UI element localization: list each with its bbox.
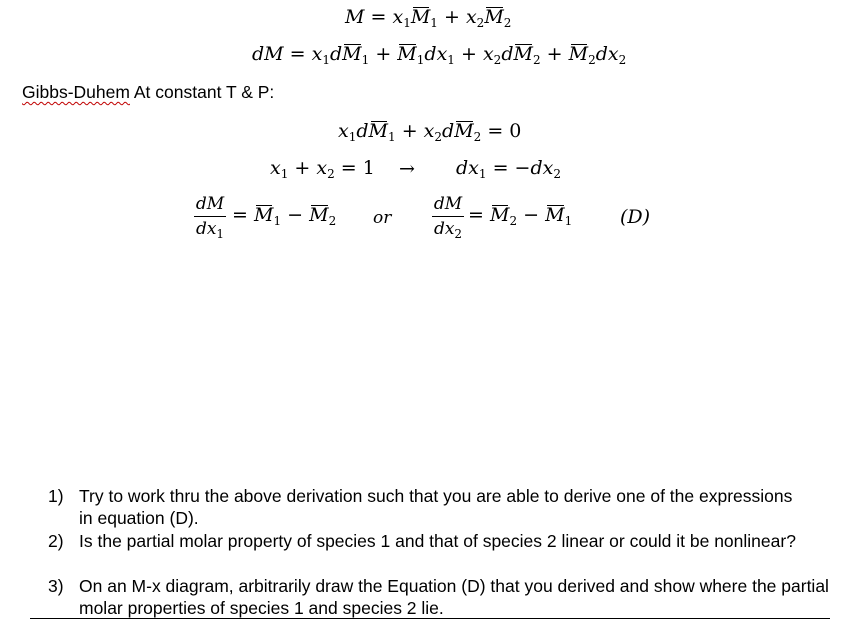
or-text: or bbox=[373, 208, 392, 228]
question-text: Is the partial molar property of species 1 and that of species 2 linear or could it be nonlinear? bbox=[79, 531, 796, 551]
question-1 bbox=[48, 485, 828, 529]
fraction-numerator: dM bbox=[194, 194, 226, 217]
gibbs-duhem-label bbox=[22, 82, 274, 104]
fraction-denominator: $dx_1$ bbox=[195, 219, 225, 241]
gibbs-duhem-name: Gibbs-Duhem bbox=[22, 82, 130, 102]
question-number: 3) bbox=[48, 576, 64, 596]
equation-tag-D: (D) bbox=[620, 206, 651, 228]
fraction-denominator: $dx_2$ bbox=[433, 219, 463, 241]
equation-d-right-rhs: = $M_2 - M_1$ bbox=[468, 204, 573, 228]
equation-molar-property: $M = x_1M_1 + x_2M_2$ bbox=[345, 6, 512, 30]
gibbs-duhem-condition: At constant T & P: bbox=[133, 82, 275, 102]
question-2 bbox=[48, 530, 828, 552]
fraction-numerator: dM bbox=[432, 194, 464, 217]
bottom-rule bbox=[30, 618, 830, 619]
equation-differential-relation: $dx_1 = -dx_2$ bbox=[456, 157, 561, 181]
question-text: On an M-x diagram, arbitrarily draw the Equation (D) that you derived and show where the partial molar properties of species 1 and species 2 lie. bbox=[79, 576, 829, 618]
equation-d-left-rhs: = $M_1 - M_2$ bbox=[232, 204, 337, 228]
equation-mole-fraction-sum: $x_1 + x_2 = 1$ bbox=[270, 157, 375, 181]
fraction-dM-dx1 bbox=[194, 194, 226, 239]
question-3 bbox=[48, 575, 828, 619]
equation-total-differential: dM = $x_1dM_1 + M_1dx_1 + x_2dM_2 + M_2dx_2$ bbox=[252, 43, 627, 67]
right-arrow-icon: → bbox=[399, 158, 415, 180]
question-text: Try to work thru the above derivation such that you are able to derive one of the expressions in equation (D). bbox=[79, 486, 793, 528]
question-number: 1) bbox=[48, 486, 64, 506]
equation-gibbs-duhem: $x_1dM_1 + x_2dM_2 = 0$ bbox=[338, 120, 522, 144]
question-number: 2) bbox=[48, 531, 64, 551]
fraction-dM-dx2 bbox=[432, 194, 464, 239]
